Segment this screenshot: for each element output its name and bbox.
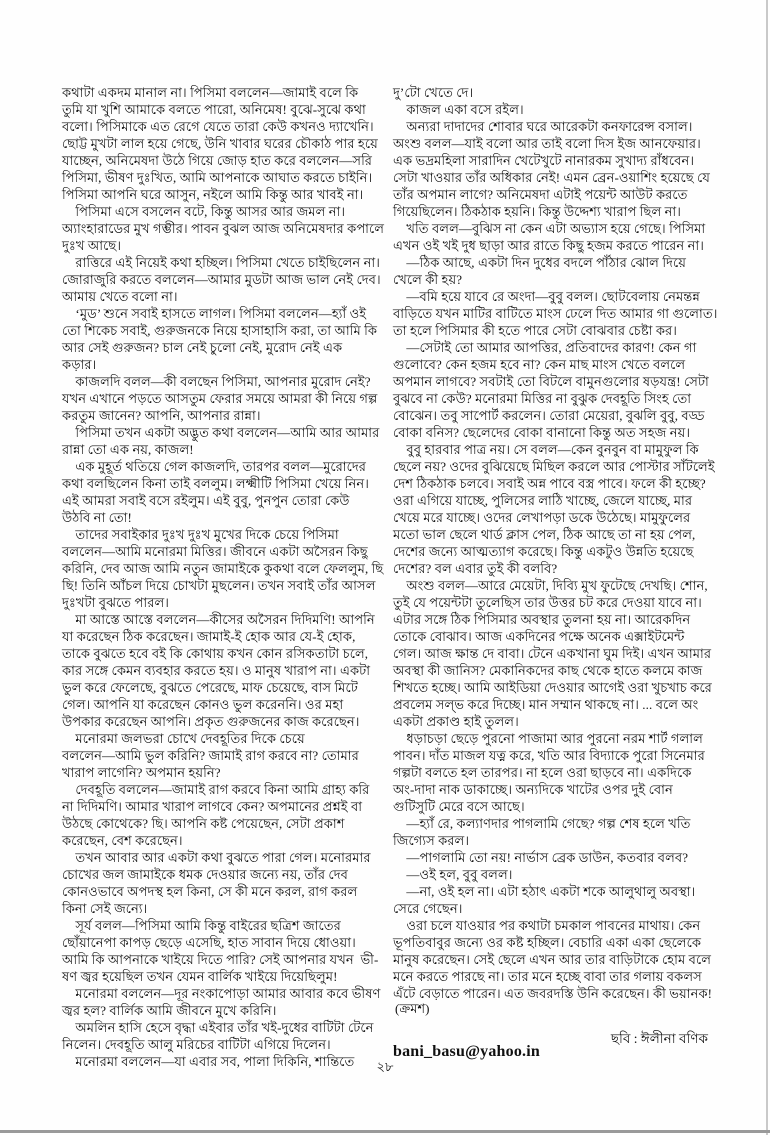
text-line: জোরাজুরি করতে বললেন—আমার মুডটা আজ ভাল নেই দেব। (62, 272, 381, 287)
text-line: তো শিকেচ সবাই, গুরুজনকে নিয়ে হাসাহাসি করা, তা আমি কি (62, 323, 378, 338)
text-line: খেয়ে মরে যাচ্ছে। ওদের লেখাপড়া ডকে উঠেছে। মামুফুলের (393, 510, 691, 525)
text-line: যাচ্ছেন, অনিমেষদা উঠে গিয়ে জোড় হাত করে বললেন—সরি (62, 153, 373, 168)
text-line: পিসিমা এসে বসলেন বটে, কিন্তু আসর আর জমল না। (62, 204, 346, 219)
text-line: নিলেন। দেবহূতি আলু মরিচের বাটিটা এগিয়ে দিলেন। (62, 1037, 331, 1052)
text-line: করেছেন, বেশ করেছেন। (62, 833, 183, 848)
text-line: পিসিমা, ভীষণ দুঃখিত, আমি আপনাকে আঘাত করতে চাইনি। (62, 170, 373, 185)
text-line: সেরে গেছেন। (393, 901, 463, 916)
text-line: পিসিমা তখন একটা অদ্ভুত কথা বললেন—আমি আর আমার (62, 425, 380, 440)
text-line: দেশের জন্যে আত্মত্যাগ করেছে। কিন্তু একটুও উন্নতি হয়েছে (393, 544, 694, 559)
text-line: বোকা বনিস? ছেলেদের বোকা বানানো কিন্তু অত সহজ নয়। (393, 425, 691, 440)
text-line: জ্বর হল? বার্লিক আমি জীবনে মুখে করিনি। (62, 1003, 277, 1018)
text-line: রান্না তো এক নয়, কাজল! (62, 442, 194, 457)
text-line: সেটা খাওয়ার তাঁর অধিকার নেই! এমন ব্রেন-ওয়াশিং হয়েছে যে (393, 170, 710, 185)
text-line: খেলে কী হয়? (393, 272, 463, 287)
page-number: ২৮ (376, 1059, 394, 1074)
text-line: গেল। আপনি যা করেছেন কোনও ভুল করেননি। ওর মহা (62, 697, 344, 712)
text-line: —না, ওই হল না। এটা হঠাৎ একটা শকে আলুথালু অবস্থা। (393, 884, 696, 899)
text-line: —বমি হয়ে যাবে রে অংদা—বুবু বলল। ছোটবেলায় নেমন্তন্ন (393, 289, 700, 304)
text-line: দেশ ঠিকঠাক চলবে। সবাই অন্ন পাবে বস্ত্র পাবে। ফলে কী হচ্ছে? (393, 476, 706, 491)
author-email: bani_basu@yahoo.in (393, 1043, 540, 1060)
text-line: —ঠিক আছে, একটা দিন দুধের বদলে পাঁঠার ঝোল দিয়ে (393, 255, 686, 270)
text-line: অং-দাদা নাক ডাকাচ্ছে। অন্যদিকে খাটের ওপর দুই বোন (393, 782, 673, 797)
text-line: ওরা এগিয়ে যাচ্ছে, পুলিসের লাঠি খাচ্ছে, জেলে যাচ্ছে, মার (393, 493, 693, 508)
text-line: বলো। পিসিমাকে এত রেগে যেতে তারা কেউ কখনও দ্যাখেনি। (62, 119, 374, 134)
text-line: বললেন—আমি মনোরমা মিত্তির। জীবনে একটা অসৈরন কিছু (62, 544, 368, 559)
text-line: ওরা চলে যাওয়ার পর কথাটা চমকাল পাবনের মাথায়। কেন (393, 918, 701, 933)
text-line: বললেন—আমি ভুল করিনি? জামাই রাগ করবে না? তোমার (62, 748, 359, 763)
text-line: এক ভদ্রমহিলা সারাদিন খেটেখুটে নানারকম সুখাদ্য রাঁধবেন। (393, 153, 695, 168)
text-column-left (62, 84, 385, 1070)
text-line: দেশের? বল এবার তুই কী বলবি? (393, 561, 558, 576)
text-line: বুঝবে না কেউ? মনোরমা মিত্তির না বুঝুক দেবহূতি সিংহ তো (393, 391, 692, 406)
text-line: অ্যাংহারাডের মুখ গম্ভীর। পাবন বুঝল আজ অনিমেষদার কপালে (62, 221, 385, 236)
text-line: কথা বলছিলেন কিনা তাই বললুম। লক্ষ্মীটি পিসিমা খেয়ে নিন। (62, 476, 369, 491)
text-line: দুঃখটা বুঝতে পারল। (62, 595, 169, 610)
text-line: এক মুহূর্ত থতিয়ে গেল কাজলদি, তারপর বলল—মুরোদের (62, 459, 367, 474)
text-line: গিয়েছিলেন। ঠিকঠাক হয়নি। কিন্তু উদ্দেশ্য খারাপ ছিল না। (393, 204, 681, 219)
text-line: মতো ভাল ছেলে থার্ড ক্লাস পেল, ঠিক আছে তা না হয় পেল, (393, 527, 696, 542)
text-line: পাবন। দাঁত মাজল যত্ন করে, খতি আর বিদ্যাকে পুরো সিনেমার (393, 748, 705, 763)
text-line: সূর্য বলল—পিসিমা আমি কিন্তু বাইরের ছত্রিশ জাতের (62, 918, 341, 933)
text-line: ছোঁয়ানেপা কাপড় ছেড়ে এসেছি, হাত সাবান দিয়ে ধোওয়া। (62, 935, 356, 950)
scan-edge-bottom (0, 1130, 770, 1133)
text-line: মানুষ করেছেন। সেই ছেলে এখন আর তার বাড়িটাকে হোম বলে (393, 952, 712, 967)
text-line: ‘মুড’ শুনে সবাই হাসতে লাগল। পিসিমা বললেন—হ্যাঁ ওই (62, 306, 367, 321)
text-line: তুই যে পয়েন্টটা তুলেছিস তার উত্তর চট করে দেওয়া যাবে না। (393, 595, 702, 610)
text-line: তাদের সবাইকার দুঃখ দুঃখ মুখের দিকে চেয়ে পিসিমা (62, 527, 339, 542)
text-line: দু’টো খেতে দে। (393, 85, 474, 100)
scan-edge-right (766, 0, 768, 1135)
text-line: এঁটে বেড়াতে পারেন। এত জবরদস্তি উনি করেছেন। কী ভয়ানক! (393, 986, 713, 1001)
text-line: কড়ার। (62, 357, 97, 372)
text-line: কার সঙ্গে কেমন ব্যবহার করতে হয়। ও মানুষ খারাপ না। একটা (62, 663, 371, 678)
text-line: দেবহূতি বললেন—জামাই রাগ করবে কিনা আমি গ্রাহ্য করি (62, 782, 370, 797)
text-line: খতি বলল—বুঝিস না কেন এটা অভ্যাস হয়ে গেছে। পিসিমা (393, 221, 706, 236)
photo-credit: ছবি : ঈলীনা বণিক (610, 1031, 708, 1046)
text-line: ছেলে নয়? ওদের বুঝিয়েছে মিছিল করলে আর পোস্টার সাঁটলেই (393, 459, 715, 474)
text-line: না দিদিমণি। আমার খারাপ লাগবে কেন? অপমানের প্রশ্নই বা (62, 799, 363, 814)
text-line: যখন এখানে পড়তে আসতুম ফেরার সময়ে আমরা কী নিয়ে গল্প (62, 391, 378, 406)
text-line: তাকে বুঝতে হবে বই কি কোথায় কখন কোন রসিকতাটা চলে, (62, 646, 369, 661)
text-line: ছোট্ট মুখটা লাল হয়ে গেছে, উনি খাবার ঘরের চৌকাঠ পার হয়ে (62, 136, 378, 151)
text-line: অন্যরা দাদাদের শোবার ঘরে আরেকটা কনফারেন্স বসাল। (393, 119, 693, 134)
text-line: যা করেছেন ঠিক করেছেন। জামাই-ই হোক আর যে-ই হোক, (62, 629, 356, 644)
text-line: ভুল করে ফেলেছে, বুঝতে পেরেছে, মাফ চেয়েছে, বাস মিটে (62, 680, 358, 695)
text-line: জিগ্যেস করল। (393, 833, 470, 848)
text-column-right (393, 84, 718, 1002)
text-line: উঠবি না তো! (62, 510, 132, 525)
text-line: করতুম জানেন? আপনি, আপনার রান্না। (62, 408, 261, 423)
text-line: দুঃখ আছে। (62, 238, 122, 253)
text-line: কাজলদি বলল—কী বলছেন পিসিমা, আপনার মুরোদ নেই? (62, 374, 371, 389)
text-line: পিসিমা আপনি ঘরে আসুন, নইলে আমি কিন্তু আর খাবই না। (62, 187, 364, 202)
text-line: তোকে বোঝাব। আজ একদিনের পক্ষে অনেক এক্সাইটমেন্ট (393, 629, 685, 644)
text-line: গেল। আজ ক্ষান্ত দে বাবা। টেনে একখানা ঘুম দিই। এখন আমার (393, 646, 712, 661)
text-line: তুমি যা খুশি আমাকে বলতে পারো, অনিমেষ! বুঝে-সুঝে কথা (62, 102, 366, 117)
text-line: অমলিন হাসি হেসে বৃদ্ধা এইবার তাঁর খই-দুধের বাটিটা টেনে (62, 1020, 374, 1035)
text-line: মনে করতে পারছে না। তার মনে হচ্ছে বাবা তার গলায় বকলস (393, 969, 702, 984)
text-line: আর সেই গুরুজন? চাল নেই চুলো নেই, মুরোদ নেই এক (62, 340, 343, 355)
text-line: শিখতে হচ্ছে। আমি আইডিয়া দেওয়ার আগেই ওরা খুচখাচ করে (393, 680, 712, 695)
text-line: কাজল একা বসে রইল। (393, 102, 524, 117)
text-line: বুবু হারবার পাত্র নয়। সে বলল—কেন বুনবুন বা মামুফুল কি (393, 442, 699, 457)
text-line: ষণ জ্বর হয়েছিল তখন যেমন বার্লিক খাইয়ে দিয়েছিলুম! (62, 969, 338, 984)
text-line: —হ্যাঁ রে, কল্যাণদার পাগলামি গেছে? গল্প শেষ হলে খতি (393, 816, 691, 831)
text-line: —সেটাই তো আমার আপত্তির, প্রতিবাদের কারণ! কেন গা (393, 340, 697, 355)
text-line: —ওই হল, বুবু বলল। (393, 867, 513, 882)
text-line: তখন আবার আর একটা কথা বুঝতে পারা গেল। মনোরমার (62, 850, 371, 865)
text-line: গুটিসুটি মেরে বসে আছে। (393, 799, 525, 814)
text-line: কথাটা একদম মানাল না। পিসিমা বললেন—জামাই বলে কি (62, 85, 359, 100)
text-line: মা আস্তে আস্তে বললেন—কীসের অসৈরন দিদিমণি! আপনি (62, 612, 375, 627)
text-line: অবস্থা কী জানিস? মেকানিকদের কাছ থেকে হাতে কলমে কাজ (393, 663, 703, 678)
text-line: এই আমরা সবাই বসে রইলুম। এই বুবু, পুনপুন তোরা কেউ (62, 493, 350, 508)
text-line: অংশু বলল—যাই বলো আর তাই বলো দিস ইজ আনফেয়ার। (393, 136, 701, 151)
text-line: আমায় খেতে বলো না। (62, 289, 178, 304)
text-line: ভূপতিবাবুর জন্যে ওর কষ্ট হচ্ছিল। বেচারি একা একা ছেলেকে (393, 935, 702, 950)
continued-label: (ক্রমশ) (395, 1001, 430, 1016)
text-line: প্রবলেম সল্‌ভ করে দিচ্ছে। মান সম্মান থাকছে না। ... বলে অং (393, 697, 699, 712)
text-line: কিনা সেই জন্যে। (62, 901, 148, 916)
text-line: কোনওভাবে অপদস্থ হল কিনা, সে কী মনে করল, রাগ করল (62, 884, 358, 899)
text-line: ধড়াচড়া ছেড়ে পুরনো পাজামা আর পুরনো নরম শার্ট গলাল (393, 731, 703, 746)
text-line: তা হলে পিসিমার কী হতে পারে সেটা বোঝবার চেষ্টা কর। (393, 323, 678, 338)
text-line: —পাগলামি তো নয়! নার্ভাস ব্রেক ডাউন, কতবার বলব? (393, 850, 689, 865)
text-line: গল্পটা বলতে হল তারপর। না হলে ওরা ছাড়বে না। একদিকে (393, 765, 692, 780)
text-line: চোখের জল জামাইকে ধমক দেওয়ার জন্যে নয়, তাঁর দেব (62, 867, 348, 882)
text-line: তাঁর অপমান লাগে? অনিমেষদা এটাই পয়েন্ট আউট করতে (393, 187, 688, 202)
text-line: মনোরমা বললেন—দূর নংকাপোড়া আমার আবার কবে ভীষণ (62, 986, 381, 1001)
text-line: মনোরমা বললেন—যা এবার সব, পালা দিকিনি, শান্তিতে (62, 1054, 355, 1069)
text-line: মনোরমা জলভরা চোখে দেবহূতির দিকে চেয়ে (62, 731, 305, 746)
text-line: একটা প্রকাণ্ড হাই তুলল। (393, 714, 519, 729)
text-line: রাত্তিরে এই নিয়েই কথা হচ্ছিল। পিসিমা খেতে চাইছিলেন না। (62, 255, 380, 270)
text-line: আমি কি আপনাকে খাইয়ে দিতে পারি? সেই আপনার যখন ভী- (62, 952, 379, 967)
text-line: অংশু বলল—আরে মেয়েটা, দিব্যি মুখ ফুটেছে দেখছি। শোন, (393, 578, 708, 593)
text-line: গুলোবে? কেন হজম হবে না? কেন মাছ মাংস খেতে বললে (393, 357, 686, 372)
text-line: অপমান লাগবে? সবটাই তো বিটলে বামুনগুলোর ষড়যন্ত্র! সেটা (393, 374, 709, 389)
text-line: করিনি, দেব আজ আমি নতুন জামাইকে কুকথা বলে ফেললুম, ছি (62, 561, 384, 576)
text-line: ছি! তিনি আঁচল দিয়ে চোখটা মুছলেন। তখন সবাই তাঁর আসল (62, 578, 376, 593)
text-line: এখন ওই খই দুধ ছাড়া আর রাতে কিছু হজম করতে পারেন না। (393, 238, 704, 253)
text-line: বোঝেন। তবু সাপোর্ট করলেন। তোরা মেয়েরা, বুঝলি বুবু, বড্ড (393, 408, 705, 423)
text-line: খারাপ লাগেনি? অপমান হয়নি? (62, 765, 221, 780)
text-line: উপকার করেছেন আপনি। প্রকৃত গুরুজনের কাজ করেছেন। (62, 714, 360, 729)
text-line: এটার সঙ্গে ঠিক পিসিমার অবস্থার তুলনা হয় না। আরেকদিন (393, 612, 691, 627)
text-line: বাড়িতে যখন মাটির বাটিতে মাংস ঢেলে দিত আমার গা গুলোত। (393, 306, 718, 321)
text-line: উঠছে কোথেকে? ছি। আপনি কষ্ট পেয়েছেন, সেটা প্রকাশ (62, 816, 345, 831)
